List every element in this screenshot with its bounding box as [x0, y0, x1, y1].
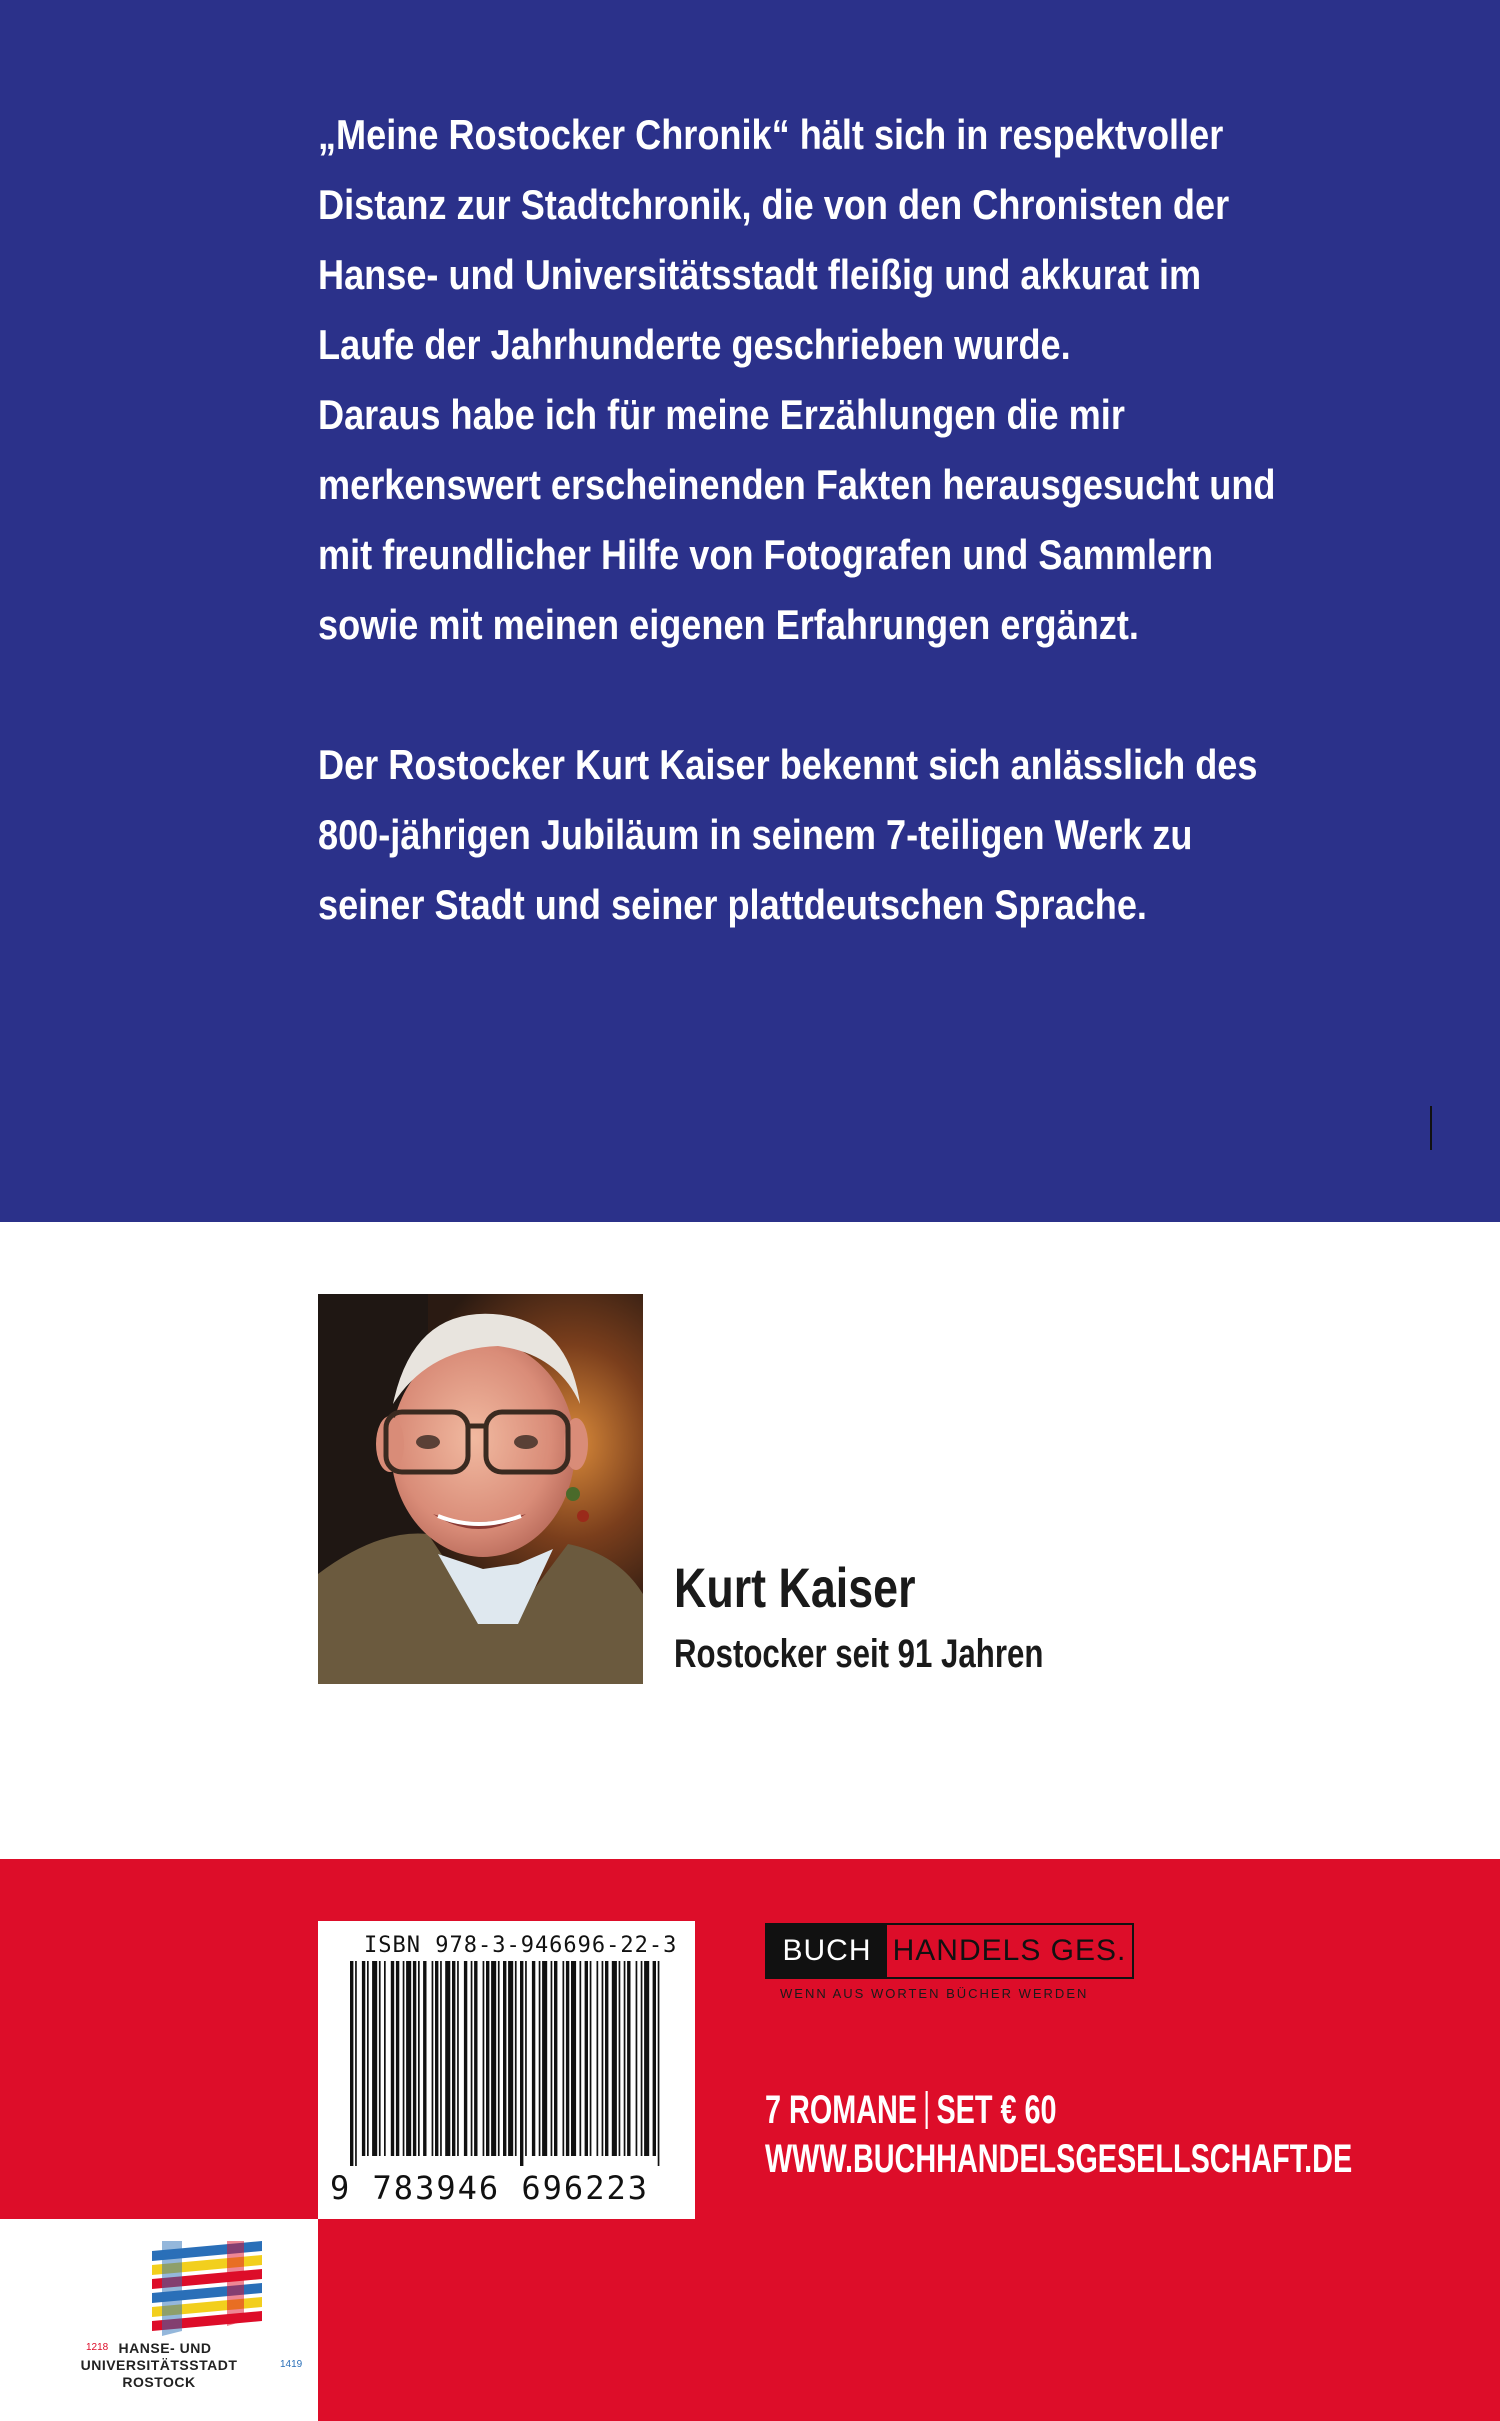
barcode-bar: [644, 1961, 649, 2156]
barcode-bar: [563, 1961, 565, 2156]
barcode-bar: [362, 1961, 365, 2156]
author-panel: [0, 1222, 1500, 1859]
barcode-bar: [580, 1961, 582, 2156]
offer-divider: [926, 2091, 928, 2129]
barcode-bar: [372, 1961, 377, 2156]
barcode-bar: [508, 1961, 513, 2156]
barcode-bars: [346, 1961, 666, 2166]
author-photo: [318, 1294, 643, 1684]
barcode-bar: [542, 1961, 547, 2156]
barcode-bar: [612, 1961, 617, 2156]
barcode-bar: [653, 1961, 656, 2156]
barcode-bar: [619, 1961, 621, 2156]
blurb-line: Der Rostocker Kurt Kaiser bekennt sich anlässlich des: [318, 741, 1258, 788]
spine-mark: [1430, 1106, 1432, 1150]
barcode-bar: [532, 1961, 535, 2156]
barcode-bar: [384, 1961, 386, 2156]
barcode-bar: [464, 1961, 467, 2156]
barcode-bar: [590, 1961, 592, 2156]
barcode-bar: [432, 1961, 434, 2156]
publisher-logo-left: BUCH: [767, 1925, 887, 1977]
barcode-bar: [452, 1961, 455, 2156]
publisher-logo: [765, 1923, 1134, 1979]
barcode-bar: [597, 1961, 599, 2156]
barcode-bar: [379, 1961, 381, 2156]
city-logo: [0, 2219, 318, 2421]
barcode-bar: [418, 1961, 420, 2156]
blurb-line: Hanse- und Universitätsstadt fleißig und akkurat im: [318, 251, 1202, 298]
author-name: Kurt Kaiser: [674, 1556, 916, 1619]
barcode-bar: [413, 1961, 416, 2156]
barcode-bar: [423, 1961, 426, 2156]
barcode-bar: [355, 1961, 357, 2166]
university-founding-year: 1419: [280, 2359, 303, 2370]
isbn-barcode: [318, 1921, 695, 2219]
city-founding-year: 1218: [86, 2342, 109, 2353]
barcode-bar: [539, 1961, 541, 2156]
barcode-bar: [440, 1961, 442, 2156]
blurb-paragraph-1: [318, 100, 1276, 660]
city-line-1: HANSE- UND: [118, 2340, 212, 2356]
barcode-bar: [551, 1961, 553, 2156]
city-line-3: ROSTOCK: [122, 2374, 196, 2390]
blurb-line: sowie mit meinen eigenen Erfahrungen ergänzt.: [318, 601, 1139, 648]
barcode-bar: [658, 1961, 660, 2166]
blurb-line: 800-jährigen Jubiläum in seinem 7-teiligen Werk zu: [318, 811, 1193, 858]
offer-price: SET € 60: [936, 2088, 1057, 2132]
barcode-bar: [483, 1961, 485, 2156]
barcode-bar: [391, 1961, 394, 2156]
city-emblem-icon: [0, 2219, 318, 2339]
barcode-bar: [515, 1961, 517, 2156]
blurb-line: seiner Stadt und seiner plattdeutschen Sprache.: [318, 881, 1147, 928]
barcode-bar: [605, 1961, 608, 2156]
barcode-bar: [585, 1961, 588, 2156]
author-subtitle: Rostocker seit 91 Jahren: [674, 1632, 1044, 1676]
blurb-line: merkenswert erscheinenden Fakten herausgesucht und: [318, 461, 1276, 508]
barcode-bar: [503, 1961, 506, 2156]
author-portrait-image: [318, 1294, 643, 1684]
barcode-bar: [641, 1961, 643, 2156]
publisher-website-link[interactable]: WWW.BUCHHANDELSGESELLSCHAFT.DE: [765, 2137, 1353, 2181]
barcode-bar: [627, 1961, 630, 2156]
barcode-bar: [406, 1961, 411, 2156]
barcode-bar: [396, 1961, 399, 2156]
blurb-line: Daraus habe ich für meine Erzählungen die mir: [318, 391, 1125, 438]
city-line-2: UNIVERSITÄTSSTADT: [80, 2357, 238, 2373]
barcode-bar: [554, 1961, 557, 2156]
barcode-bar: [491, 1961, 496, 2156]
offer-count: 7 ROMANE: [765, 2088, 918, 2132]
publisher-logo-right: HANDELS GES.: [892, 1934, 1127, 1967]
barcode-bar: [520, 1961, 523, 2166]
barcode-bar: [474, 1961, 477, 2156]
blurb-line: „Meine Rostocker Chronik“ hält sich in respektvoller: [318, 111, 1224, 158]
barcode-bar: [571, 1961, 576, 2156]
barcode-bar: [566, 1961, 569, 2156]
blurb-line: mit freundlicher Hilfe von Fotografen und Sammlern: [318, 531, 1214, 578]
barcode-bar: [403, 1961, 405, 2156]
barcode-bar: [602, 1961, 604, 2156]
barcode-bar: [435, 1961, 438, 2156]
blurb-line: Laufe der Jahrhunderte geschrieben wurde.: [318, 321, 1071, 368]
barcode-bar: [525, 1961, 527, 2156]
barcode-bar: [636, 1961, 638, 2156]
barcode-bar: [624, 1961, 626, 2156]
barcode-bar: [498, 1961, 500, 2156]
barcode-bar: [471, 1961, 473, 2156]
publisher-tagline: WENN AUS WORTEN BÜCHER WERDEN: [780, 1986, 1089, 2001]
barcode-bar: [350, 1961, 353, 2166]
isbn-label: ISBN 978-3-946696-22-3: [364, 1933, 678, 1958]
blurb-paragraph-2: [318, 730, 1258, 940]
barcode-bar: [486, 1961, 489, 2156]
offer-line: [765, 2088, 1057, 2133]
barcode-bar: [367, 1961, 369, 2156]
barcode-bar: [445, 1961, 450, 2156]
blurb-line: Distanz zur Stadtchronik, die von den Chronisten der: [318, 181, 1230, 228]
barcode-bar: [457, 1961, 459, 2156]
ean-digits: 9 783946 696223: [330, 2169, 649, 2207]
